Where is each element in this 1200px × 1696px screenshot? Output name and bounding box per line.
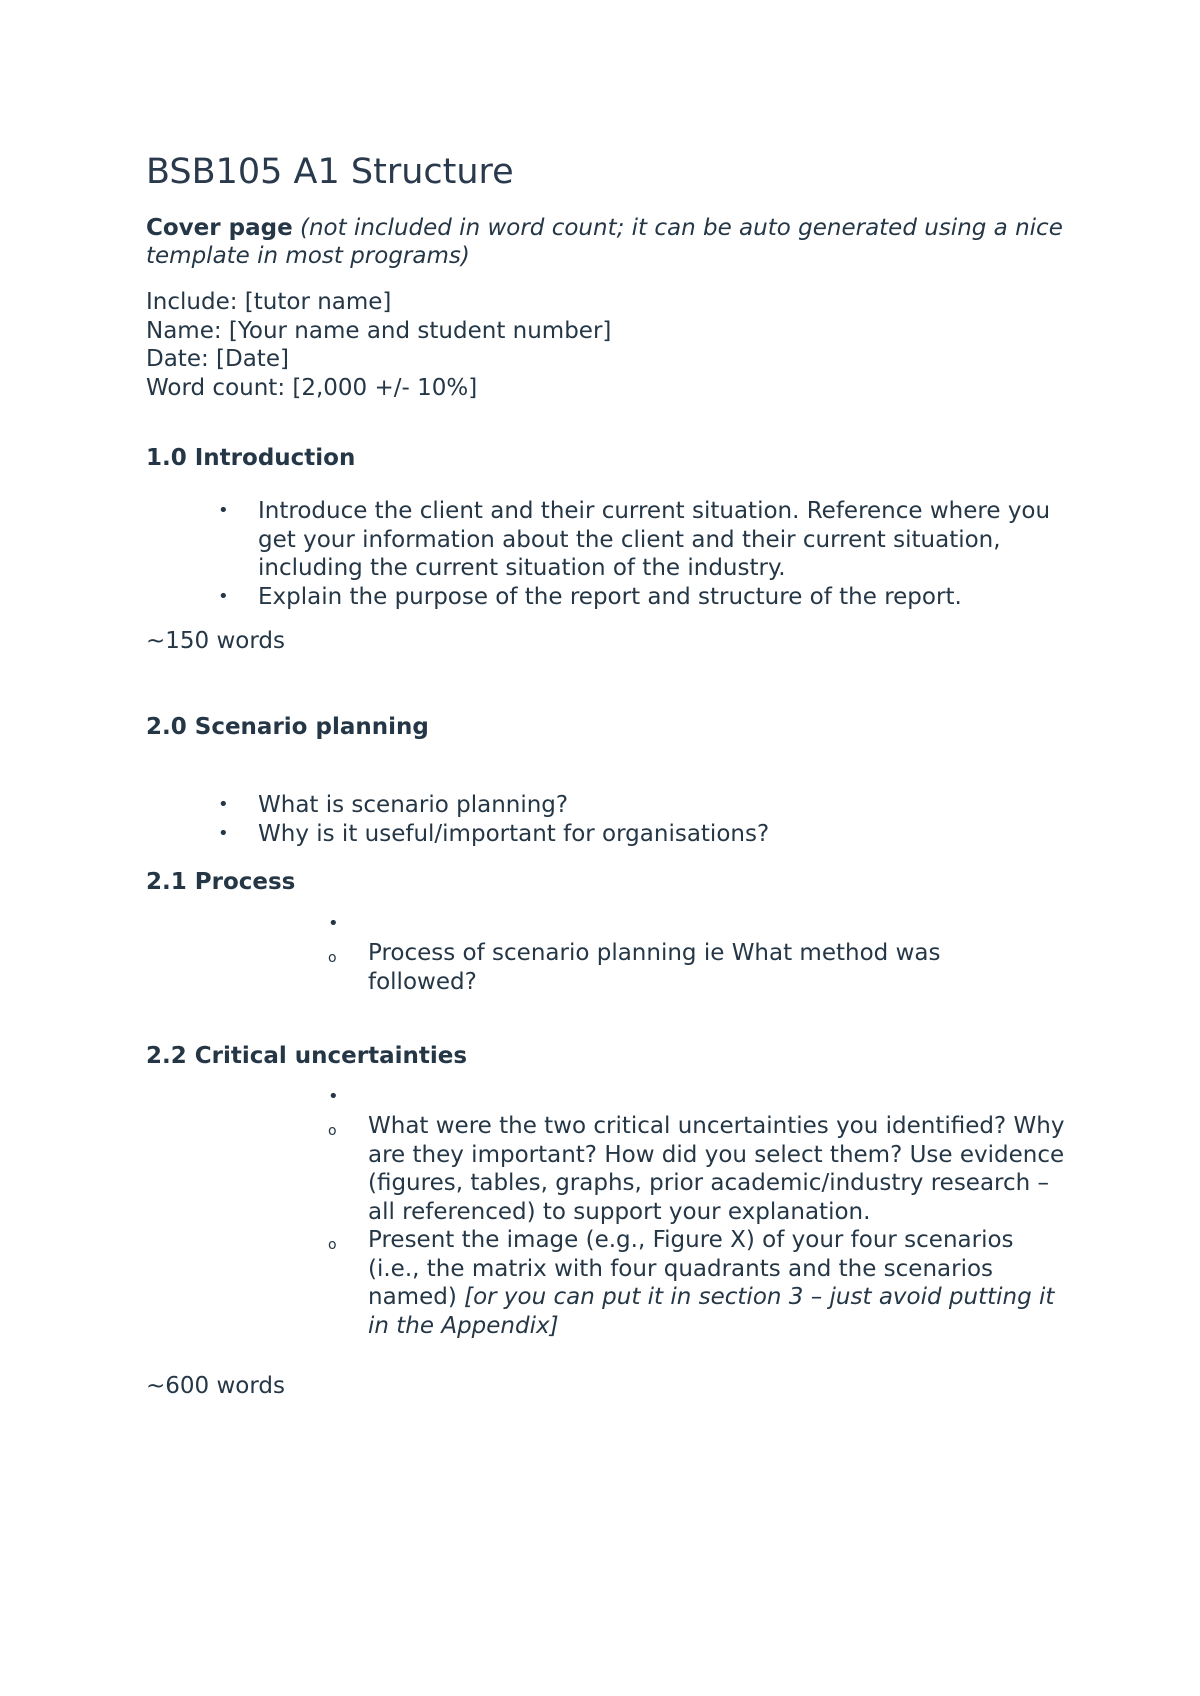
bullet-icon: • xyxy=(218,500,229,521)
list-item-text: Introduce the client and their current situation. Reference where you get your information about the client and their current situation, including the current situation of the industry. xyxy=(258,498,1051,581)
list-item xyxy=(0,939,941,996)
list-item-text: What were the two critical uncertainties you identified? Why are they important? How did you select them? Use evidence (figures, tables, graphs, prior academic/industry research – all referenced) to support your explanation. xyxy=(368,1113,1065,1225)
list-item-text-main: Present the image (e.g., Figure X) of your four scenarios (i.e., the matrix with four quadrants and the scenarios named) xyxy=(368,1227,1014,1310)
sub-bullet-icon: o xyxy=(328,1123,337,1139)
list-item-text: Why is it useful/important for organisations? xyxy=(258,820,770,847)
section-heading-introduction: 1.0 Introduction xyxy=(146,445,356,471)
cover-line-name: Name: [Your name and student number] xyxy=(146,317,612,344)
cover-page-note: (not included in word count; it can be auto generated using a nice template in most programs) xyxy=(146,215,1063,269)
list-item-italic-note: [or you can put it in section 3 – just avoid putting it in the Appendix] xyxy=(368,1284,1055,1339)
uncertainties-word-count: ~600 words xyxy=(146,1373,285,1399)
process-sub-bullet-list xyxy=(0,939,941,996)
introduction-word-count: ~150 words xyxy=(146,628,285,654)
empty-bullet-icon: • xyxy=(328,913,339,934)
cover-page-paragraph xyxy=(146,214,1076,270)
list-item xyxy=(0,1226,1055,1340)
section-heading-scenario-planning: 2.0 Scenario planning xyxy=(146,714,429,740)
list-item-text xyxy=(368,1226,1068,1340)
list-item-text: Explain the purpose of the report and structure of the report. xyxy=(258,583,962,610)
introduction-bullet-list xyxy=(0,497,1051,611)
cover-line-word-count: Word count: [2,000 +/- 10%] xyxy=(146,374,478,401)
sub-bullet-icon: o xyxy=(328,1237,337,1253)
cover-line-tutor: Include: [tutor name] xyxy=(146,289,392,315)
list-item xyxy=(0,583,962,612)
bullet-icon: • xyxy=(218,822,229,844)
bullet-icon: • xyxy=(218,794,229,815)
scenario-bullet-list xyxy=(0,791,800,848)
list-item xyxy=(0,497,1051,583)
cover-page-label: Cover page xyxy=(146,215,293,241)
list-item-text: Process of scenario planning ie What method was followed? xyxy=(368,940,941,995)
cover-line-date: Date: [Date] xyxy=(146,346,289,372)
list-item xyxy=(0,820,800,849)
document-title: BSB105 A1 Structure xyxy=(146,152,514,192)
uncertainties-sub-bullet-list xyxy=(0,1112,1065,1340)
section-heading-critical-uncertainties: 2.2 Critical uncertainties xyxy=(146,1043,468,1069)
cover-details xyxy=(146,288,611,402)
list-item-text: What is scenario planning? xyxy=(258,792,569,818)
list-item xyxy=(0,1112,1065,1226)
sub-bullet-icon: o xyxy=(328,950,337,966)
bullet-icon: • xyxy=(218,585,229,607)
list-item xyxy=(0,791,800,820)
section-heading-process: 2.1 Process xyxy=(146,869,296,895)
empty-bullet-icon: • xyxy=(328,1086,339,1107)
